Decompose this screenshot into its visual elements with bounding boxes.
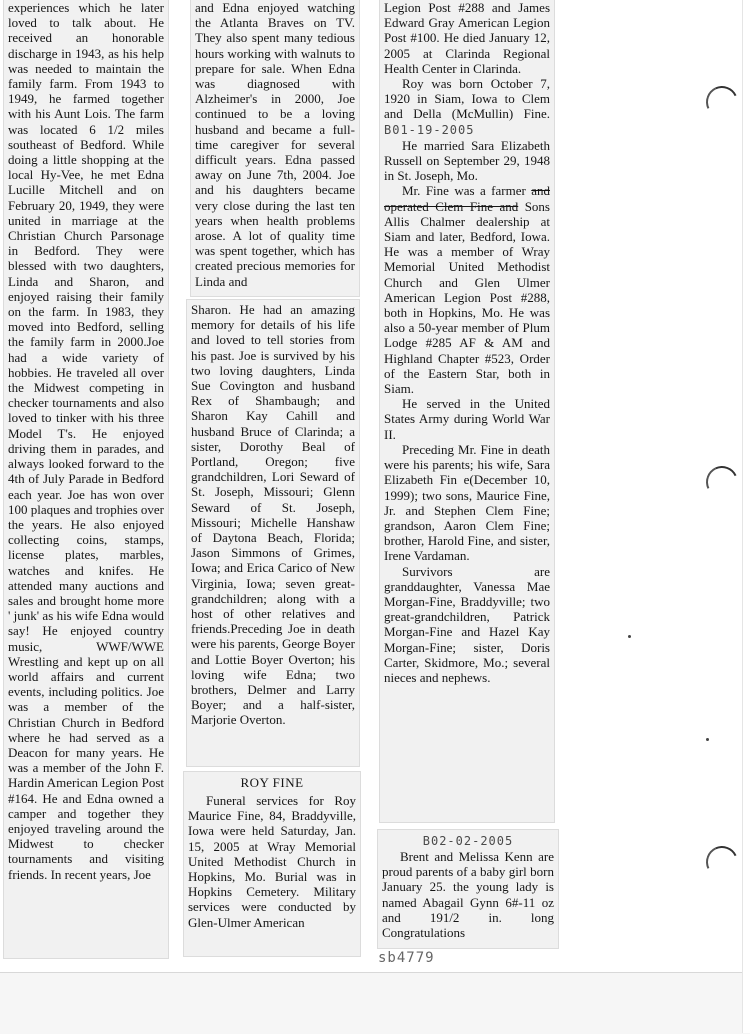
clipping-roy-fine-obituary-part1 bbox=[184, 772, 360, 956]
clipping-joe-obituary-part2 bbox=[191, 0, 359, 296]
binder-hole-mark bbox=[701, 461, 742, 502]
catalog-number: sb4779 bbox=[378, 950, 435, 966]
obituary-headline: ROY FINE bbox=[240, 775, 304, 790]
clipping-text: Funeral services for Roy Maurice Fine, 84, Braddyville, Iowa were held Saturday, Jan. 15, 2005 at Wray Memorial United Methodist Church in Hopkins, Mo. Burial was in Hopkins Cemetery. Military services were conducted by Glen-Ulmer American bbox=[188, 793, 356, 930]
farmer-text-rest: Sons Allis Chalmer dealership at Siam and later, Bedford, Iowa. He was a member of Wray Memorial United Methodist Church and Glen Ulmer American Legion Post #288, both in Hopkins, Mo. He was also a 50-year member of Plum Lodge #285 AF & AM and Highland Chapter #523, Order of the Eastern Star, both in Siam. bbox=[384, 198, 550, 397]
struck-text: and operated Clem Fine and bbox=[384, 183, 550, 214]
clipping-text: Legion Post #288 and James Edward Gray American Legion Post #100. He died January 12, 2005 at Clarinda Regional Health Center in Clarinda. bbox=[384, 0, 550, 76]
clipping-text: He married Sara Elizabeth Russell on September 29, 1948 in St. Joseph, Mo. bbox=[384, 137, 550, 184]
handwritten-date: B02-02-2005 bbox=[422, 834, 514, 848]
handwritten-date: B01-19-2005 bbox=[384, 122, 475, 137]
clipping-text: Sharon. He had an amazing memory for details of his life and loved to tell stories from his past. Joe is survived by his two loving daughters, Linda Sue Covington and husband Rex of Shambaugh; and Sharon Kay Cahill and husband Bruce of Clarinda; a sister, Dorothy Beal of Portland, Oregon; five grandchildren, Lori Seward of St. Joseph, Missouri; Glenn Seward of St. Joseph, Missouri; Michelle Hanshaw of Daytona Beach, Florida; Jason Simmons of Grimes, Iowa; and Erica Carico of New Virginia, Iowa; seven great-grandchildren; along with a host of other relatives and friends.Preceding Joe in death were his parents, George Boyer and Lottie Boyer Overton; his loving wife Edna; two brothers, Delmer and Larry Boyer; and a half-sister, Marjorie Overton. bbox=[191, 302, 356, 728]
binder-hole-mark bbox=[701, 841, 742, 882]
clipping-joe-obituary-part3 bbox=[187, 300, 359, 766]
scanner-bottom-band bbox=[0, 972, 750, 1034]
clipping-roy-fine-obituary-part2 bbox=[380, 0, 554, 822]
clipping-text: Brent and Melissa Kenn are proud parents of a baby girl born January 25. the young lady is named Abagail Gynn 6#-11 oz and 191/2 in. long Congratulations bbox=[382, 849, 554, 941]
scan-speck bbox=[706, 738, 709, 741]
clipping-text: Preceding Mr. Fine in death were his parents; his wife, Sara Elizabeth Fin e(December 10, 1999); two sons, Maurice Fine, Jr. and Stephen Clem Fine; grandson, Aaron Clem Fine; brother, Harold Fine, and sister, Irene Vardaman. bbox=[384, 441, 550, 564]
birth-text: Roy was born October 7, 1920 in Siam, Iowa to Clem and Della (McMullin) Fine. bbox=[384, 76, 550, 122]
clipping-joe-obituary-part1 bbox=[4, 0, 168, 958]
page-edge bbox=[742, 0, 750, 1033]
clipping-text: Survivors are granddaughter, Vanessa Mae Morgan-Fine, Braddyville; two great-grandchildren, Patrick Morgan-Fine and Hazel Kay Morgan-Fine; sister, Doris Carter, Skidmore, Mo.; several nieces and nephews. bbox=[384, 563, 550, 685]
binder-hole-mark bbox=[701, 81, 742, 122]
clipping-text: and Edna enjoyed watching the Atlanta Braves on TV. They also spent many tedious hours working with walnuts to prepare for sale. When Edna was diagnosed with Alzheimer's in 2000, Joe continued to be a loving husband and became a full-time caregiver for several difficult years. Edna passed away on June 7th, 2004. Joe and his daughters became very close during the last ten years when health problems arose. A lot of quality time was spent together, which has created precious memories for Linda and bbox=[195, 0, 355, 289]
clipping-text: experiences which he later loved to talk about. He received an honorable discharge in 1943, as his help was needed to maintain the family farm. From 1943 to 1949, he farmed together with his Aunt Lois. The farm was located 6 1/2 miles southeast of Bedford. While doing a little shopping at the local Hy-Vee, he met Edna Lucille Mitchell and on February 20, 1949, they were united in marriage at the Christian Church Parsonage in Bedford. They were blessed with two daughters, Linda and Sharon, and enjoyed raising their family on the farm. In 1983, they moved into Bedford, selling the family farm in 2000.Joe had a wide variety of hobbies. He traveled all over the Midwest competing in checker tournaments and also loved to tinker with his three Model T's. He enjoyed driving them in parades, and always looked forward to the 4th of July Parade in Bedford each year. Joe has won over 100 plaques and trophies over the years. He also enjoyed collecting coins, stamps, license plates, marbles, watches and knifes. He attended many auctions and sales and brought home more ' junk' as his wife Edna would say! He enjoyed country music, WWF/WWE Wrestling and kept up on all world affairs and current events, including politics. Joe was a member of the Christian Church in Bedford where he had served as a Deacon for many years. He was a member of the John F. Hardin American Legion Post #164. He and Edna owned a camper and together they enjoyed traveling around the Midwest to checker tournaments and visiting friends. In recent years, Joe bbox=[8, 0, 164, 882]
clipping-text bbox=[384, 183, 550, 396]
clipping-text bbox=[384, 76, 550, 138]
clipping-birth-announcement bbox=[378, 830, 558, 948]
scan-speck bbox=[628, 635, 631, 638]
farmer-text: Mr. Fine was a farmer bbox=[402, 183, 526, 199]
clipping-text: He served in the United States Army during World War II. bbox=[384, 396, 550, 442]
